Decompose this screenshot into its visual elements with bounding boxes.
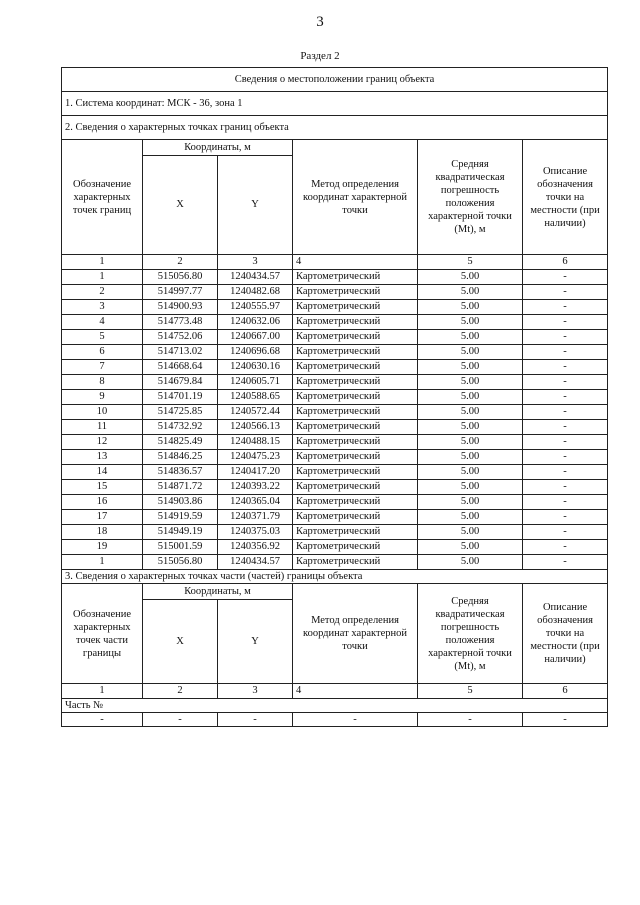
cell-col-3: 1240696.68	[218, 345, 293, 360]
cell-col-4: Картометрический	[293, 405, 418, 420]
cell-col-6: -	[523, 300, 608, 315]
cell-col-6: -	[523, 525, 608, 540]
part-cell-col-3: -	[218, 713, 293, 727]
cell-col-4: Картометрический	[293, 480, 418, 495]
cell-col-1: 14	[62, 465, 143, 480]
header-error-part: Средняя квадратическая погрешность положения характерной точки (Mt), м	[418, 584, 523, 684]
header-description: Описание обозначения точки на местности (при наличии)	[523, 140, 608, 255]
cell-col-2: 514773.48	[143, 315, 218, 330]
cell-col-4: Картометрический	[293, 465, 418, 480]
cell-col-6: -	[523, 510, 608, 525]
cell-col-2: 514846.25	[143, 450, 218, 465]
cell-col-1: 12	[62, 435, 143, 450]
cell-col-2: 515056.80	[143, 270, 218, 285]
cell-col-6: -	[523, 465, 608, 480]
table-row	[62, 345, 608, 360]
cell-col-4: Картометрический	[293, 315, 418, 330]
cell-col-3: 1240630.16	[218, 360, 293, 375]
table-row	[62, 375, 608, 390]
cell-col-3: 1240566.13	[218, 420, 293, 435]
cell-col-2: 514668.64	[143, 360, 218, 375]
cell-col-4: Картометрический	[293, 270, 418, 285]
cell-col-2: 515001.59	[143, 540, 218, 555]
header-error: Средняя квадратическая погрешность положения характерной точки (Mt), м	[418, 140, 523, 255]
table-row	[62, 300, 608, 315]
cell-col-6: -	[523, 360, 608, 375]
cell-col-2: 514900.93	[143, 300, 218, 315]
table-row	[62, 285, 608, 300]
cell-col-6: -	[523, 405, 608, 420]
cell-col-5: 5.00	[418, 390, 523, 405]
table-row	[62, 270, 608, 285]
cell-col-4: Картометрический	[293, 375, 418, 390]
cell-col-3: 1240375.03	[218, 525, 293, 540]
column-number-col-3: 3	[218, 255, 293, 270]
column-number-col-1: 1	[62, 255, 143, 270]
cell-col-2: 514825.49	[143, 435, 218, 450]
cell-col-4: Картометрический	[293, 525, 418, 540]
cell-col-1: 4	[62, 315, 143, 330]
table-row	[62, 315, 608, 330]
table-row	[62, 450, 608, 465]
table-row	[62, 555, 608, 570]
column-number-col-2: 2	[143, 684, 218, 699]
cell-col-6: -	[523, 420, 608, 435]
cell-col-5: 5.00	[418, 465, 523, 480]
cell-col-1: 11	[62, 420, 143, 435]
cell-col-3: 1240572.44	[218, 405, 293, 420]
part-cell-col-5: -	[418, 713, 523, 727]
column-number-col-4: 4	[293, 255, 418, 270]
cell-col-5: 5.00	[418, 495, 523, 510]
cell-col-1: 3	[62, 300, 143, 315]
cell-col-4: Картометрический	[293, 345, 418, 360]
cell-col-2: 514713.02	[143, 345, 218, 360]
cell-col-4: Картометрический	[293, 390, 418, 405]
cell-col-6: -	[523, 270, 608, 285]
part-label: Часть №	[62, 699, 608, 713]
column-number-col-4: 4	[293, 684, 418, 699]
cell-col-5: 5.00	[418, 405, 523, 420]
cell-col-6: -	[523, 480, 608, 495]
cell-col-1: 17	[62, 510, 143, 525]
cell-col-1: 7	[62, 360, 143, 375]
cell-col-3: 1240434.57	[218, 555, 293, 570]
table-row	[62, 465, 608, 480]
part-cell-col-6: -	[523, 713, 608, 727]
cell-col-2: 514871.72	[143, 480, 218, 495]
cell-col-6: -	[523, 435, 608, 450]
cell-col-5: 5.00	[418, 420, 523, 435]
header-x: X	[143, 156, 218, 255]
cell-col-1: 19	[62, 540, 143, 555]
cell-col-1: 8	[62, 375, 143, 390]
table-row	[62, 480, 608, 495]
cell-col-4: Картометрический	[293, 285, 418, 300]
cell-col-2: 514997.77	[143, 285, 218, 300]
header-description-part: Описание обозначения точки на местности (при наличии)	[523, 584, 608, 684]
cell-col-6: -	[523, 315, 608, 330]
column-number-col-5: 5	[418, 684, 523, 699]
cell-col-5: 5.00	[418, 360, 523, 375]
section3-title: 3. Сведения о характерных точках части (частей) границы объекта	[62, 570, 608, 584]
cell-col-2: 514725.85	[143, 405, 218, 420]
cell-col-5: 5.00	[418, 330, 523, 345]
table-row	[62, 330, 608, 345]
column-number-row	[62, 255, 608, 270]
cell-col-6: -	[523, 450, 608, 465]
table-row	[62, 510, 608, 525]
cell-col-5: 5.00	[418, 285, 523, 300]
table-row	[62, 525, 608, 540]
cell-col-2: 514732.92	[143, 420, 218, 435]
cell-col-2: 514701.19	[143, 390, 218, 405]
table-row	[62, 390, 608, 405]
cell-col-3: 1240356.92	[218, 540, 293, 555]
cell-col-4: Картометрический	[293, 330, 418, 345]
cell-col-3: 1240371.79	[218, 510, 293, 525]
cell-col-4: Картометрический	[293, 540, 418, 555]
part-cell-col-4: -	[293, 713, 418, 727]
cell-col-4: Картометрический	[293, 555, 418, 570]
cell-col-5: 5.00	[418, 300, 523, 315]
section-title: Раздел 2	[300, 50, 340, 62]
cell-col-5: 5.00	[418, 540, 523, 555]
cell-col-2: 514752.06	[143, 330, 218, 345]
cell-col-2: 514903.86	[143, 495, 218, 510]
column-number-col-2: 2	[143, 255, 218, 270]
cell-col-6: -	[523, 345, 608, 360]
table-row	[62, 540, 608, 555]
cell-col-2: 515056.80	[143, 555, 218, 570]
cell-col-3: 1240632.06	[218, 315, 293, 330]
points-body	[62, 270, 608, 570]
column-number-col-6: 6	[523, 255, 608, 270]
table-row	[62, 360, 608, 375]
cell-col-3: 1240475.23	[218, 450, 293, 465]
cell-col-1: 1	[62, 555, 143, 570]
cell-col-6: -	[523, 540, 608, 555]
cell-col-3: 1240488.15	[218, 435, 293, 450]
cell-col-2: 514919.59	[143, 510, 218, 525]
cell-col-2: 514836.57	[143, 465, 218, 480]
cell-col-1: 6	[62, 345, 143, 360]
cell-col-1: 16	[62, 495, 143, 510]
cell-col-1: 1	[62, 270, 143, 285]
cell-col-4: Картометрический	[293, 510, 418, 525]
cell-col-3: 1240434.57	[218, 270, 293, 285]
table-row	[62, 420, 608, 435]
cell-col-4: Картометрический	[293, 300, 418, 315]
cell-col-5: 5.00	[418, 525, 523, 540]
header-y-part: Y	[218, 600, 293, 684]
cell-col-1: 13	[62, 450, 143, 465]
cell-col-4: Картометрический	[293, 495, 418, 510]
cell-col-6: -	[523, 495, 608, 510]
cell-col-2: 514679.84	[143, 375, 218, 390]
cell-col-3: 1240482.68	[218, 285, 293, 300]
header-method: Метод определения координат характерной точки	[293, 140, 418, 255]
header-coords: Координаты, м	[143, 140, 293, 156]
cell-col-1: 18	[62, 525, 143, 540]
column-number-col-3: 3	[218, 684, 293, 699]
table-row	[62, 435, 608, 450]
part-row	[62, 713, 608, 727]
cell-col-5: 5.00	[418, 435, 523, 450]
cell-col-5: 5.00	[418, 480, 523, 495]
part-cell-col-1: -	[62, 713, 143, 727]
cell-col-6: -	[523, 375, 608, 390]
cell-col-3: 1240365.04	[218, 495, 293, 510]
cell-col-1: 9	[62, 390, 143, 405]
header-method-part: Метод определения координат характерной точки	[293, 584, 418, 684]
header-y: Y	[218, 156, 293, 255]
coord-system: 1. Система координат: МСК - 36, зона 1	[62, 92, 608, 116]
cell-col-3: 1240555.97	[218, 300, 293, 315]
section2-title: 2. Сведения о характерных точках границ объекта	[62, 116, 608, 140]
cell-col-1: 5	[62, 330, 143, 345]
page-number: 3	[316, 14, 324, 30]
header-point-designation-part: Обозначение характерных точек части границы	[62, 584, 143, 684]
table-row	[62, 495, 608, 510]
column-number-col-6: 6	[523, 684, 608, 699]
table-row	[62, 405, 608, 420]
cell-col-3: 1240393.22	[218, 480, 293, 495]
header-point-designation: Обозначение характерных точек границ	[62, 140, 143, 255]
cell-col-3: 1240667.00	[218, 330, 293, 345]
cell-col-5: 5.00	[418, 555, 523, 570]
column-number-col-5: 5	[418, 255, 523, 270]
cell-col-5: 5.00	[418, 450, 523, 465]
cell-col-6: -	[523, 330, 608, 345]
cell-col-4: Картометрический	[293, 420, 418, 435]
cell-col-3: 1240417.20	[218, 465, 293, 480]
cell-col-5: 5.00	[418, 510, 523, 525]
cell-col-4: Картометрический	[293, 450, 418, 465]
cell-col-5: 5.00	[418, 375, 523, 390]
cell-col-2: 514949.19	[143, 525, 218, 540]
cell-col-6: -	[523, 555, 608, 570]
table-title: Сведения о местоположении границ объекта	[62, 68, 608, 92]
header-coords-part: Координаты, м	[143, 584, 293, 600]
cell-col-4: Картометрический	[293, 435, 418, 450]
part-cell-col-2: -	[143, 713, 218, 727]
cell-col-1: 15	[62, 480, 143, 495]
cell-col-5: 5.00	[418, 315, 523, 330]
cell-col-5: 5.00	[418, 270, 523, 285]
column-number-col-1: 1	[62, 684, 143, 699]
cell-col-4: Картометрический	[293, 360, 418, 375]
boundary-table	[61, 67, 608, 727]
cell-col-3: 1240605.71	[218, 375, 293, 390]
cell-col-6: -	[523, 285, 608, 300]
cell-col-3: 1240588.65	[218, 390, 293, 405]
header-x-part: X	[143, 600, 218, 684]
cell-col-1: 2	[62, 285, 143, 300]
cell-col-6: -	[523, 390, 608, 405]
cell-col-5: 5.00	[418, 345, 523, 360]
cell-col-1: 10	[62, 405, 143, 420]
column-number-row	[62, 684, 608, 699]
